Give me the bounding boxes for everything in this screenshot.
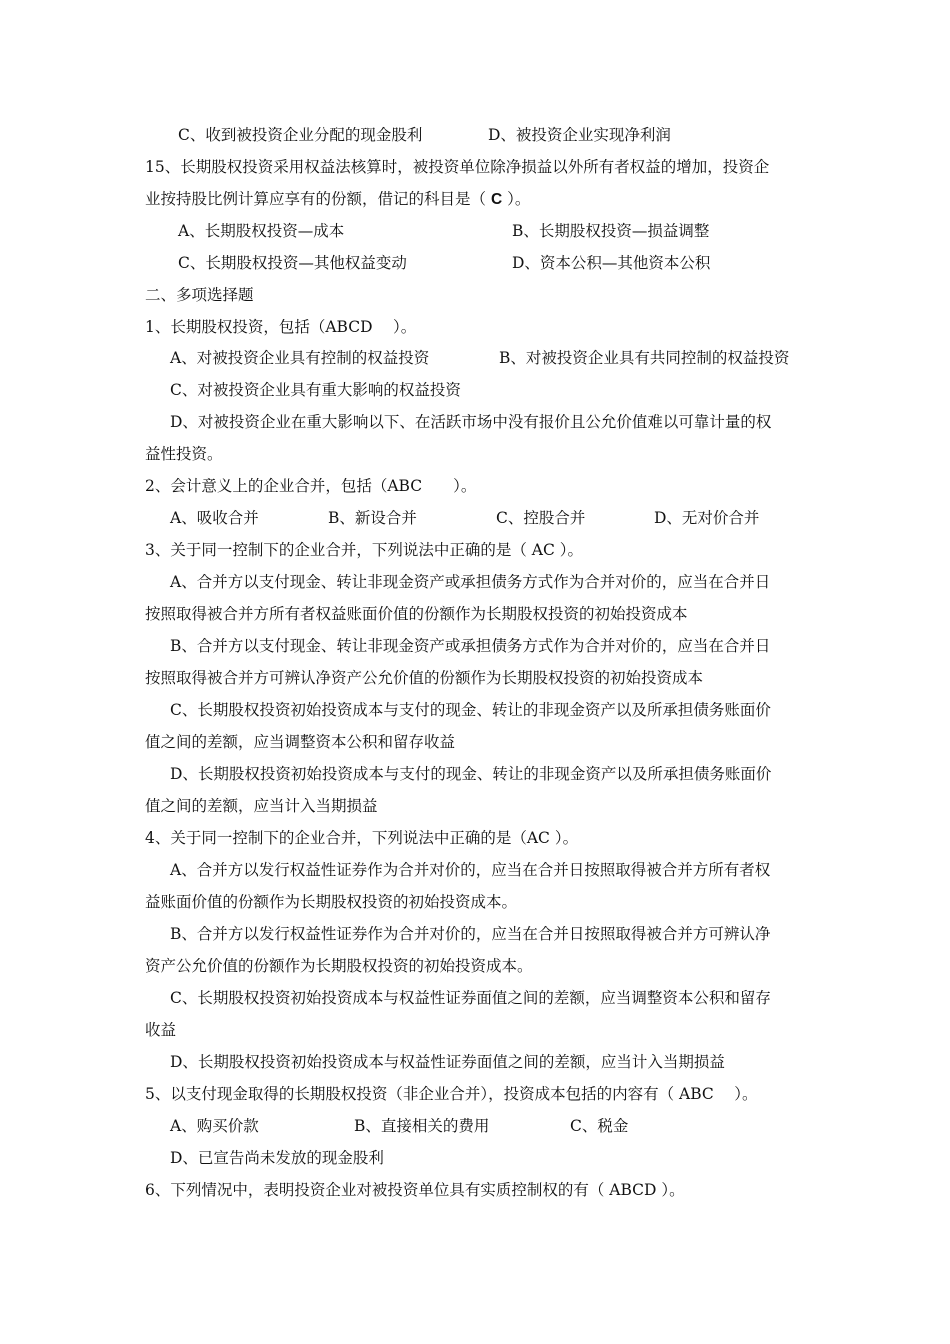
q15-stem-line1: 15、长期股权投资采用权益法核算时，被投资单位除净损益以外所有者权益的增加，投资企: [145, 158, 770, 176]
q15-option-c: C、长期股权投资—其他权益变动: [178, 254, 407, 272]
m1-stem: 1、长期股权投资，包括（ABCD ）。: [145, 318, 417, 336]
q15-answer: C: [490, 191, 503, 208]
m5-option-a: A、购买价款: [170, 1117, 259, 1135]
m3-option-b-line1: B、合并方以支付现金、转让非现金资产或承担债务方式作为合并对价的，应当在合并日: [170, 637, 771, 655]
m4-stem: 4、关于同一控制下的企业合并，下列说法中正确的是（AC ）。: [145, 829, 579, 847]
m3-stem: 3、关于同一控制下的企业合并，下列说法中正确的是（ AC ）。: [145, 541, 584, 559]
m4-option-a-line1: A、合并方以发行权益性证券作为合并对价的，应当在合并日按照取得被合并方所有者权: [170, 861, 771, 879]
m3-option-d-line1: D、长期股权投资初始投资成本与支付的现金、转让的非现金资产以及所承担债务账面价: [170, 765, 772, 783]
m4-option-c-line1: C、长期股权投资初始投资成本与权益性证券面值之间的差额，应当调整资本公积和留存: [170, 989, 771, 1007]
m4-option-c-line2: 收益: [145, 1021, 177, 1039]
m4-option-a-line2: 益账面价值的份额作为长期股权投资的初始投资成本。: [145, 893, 518, 911]
m2-option-c: C、控股合并: [496, 509, 586, 527]
section-title: 二、多项选择题: [145, 286, 254, 304]
q15-option-b: B、长期股权投资—损益调整: [512, 222, 710, 240]
m2-stem: 2、会计意义上的企业合并，包括（ABC ）。: [145, 477, 477, 495]
m3-option-d-line2: 值之间的差额，应当计入当期损益: [145, 797, 378, 815]
m3-option-a-line2: 按照取得被合并方所有者权益账面价值的份额作为长期股权投资的初始投资成本: [145, 605, 688, 623]
q14-option-c: C、收到被投资企业分配的现金股利: [178, 126, 423, 144]
q15-option-d: D、资本公积—其他资本公积: [512, 254, 711, 272]
m1-option-c: C、对被投资企业具有重大影响的权益投资: [170, 381, 461, 399]
m3-option-a-line1: A、合并方以支付现金、转让非现金资产或承担债务方式作为合并对价的，应当在合并日: [170, 573, 771, 591]
m5-stem: 5、以支付现金取得的长期股权投资（非企业合并），投资成本包括的内容有（ ABC ）。: [145, 1085, 758, 1103]
m1-option-b: B、对被投资企业具有共同控制的权益投资: [499, 349, 790, 367]
m5-option-c: C、税金: [570, 1117, 629, 1135]
m5-option-b: B、直接相关的费用: [354, 1117, 490, 1135]
q15-stem-line2: [145, 188, 530, 211]
m1-option-a: A、对被投资企业具有控制的权益投资: [170, 349, 430, 367]
m2-option-a: A、吸收合并: [170, 509, 259, 527]
m2-option-d: D、无对价合并: [654, 509, 760, 527]
m4-option-b-line1: B、合并方以发行权益性证券作为合并对价的，应当在合并日按照取得被合并方可辨认净: [170, 925, 771, 943]
q15-option-a: A、长期股权投资—成本: [178, 222, 345, 240]
m3-option-b-line2: 按照取得被合并方可辨认净资产公允价值的份额作为长期股权投资的初始投资成本: [145, 669, 704, 687]
m5-option-d: D、已宣告尚未发放的现金股利: [170, 1149, 384, 1167]
q15-stem-pre: 业按持股比例计算应享有的份额，借记的科目是（: [145, 190, 491, 208]
m3-option-c-line1: C、长期股权投资初始投资成本与支付的现金、转让的非现金资产以及所承担债务账面价: [170, 701, 771, 719]
m1-option-d-line2: 益性投资。: [145, 445, 223, 463]
m6-stem: 6、下列情况中，表明投资企业对被投资单位具有实质控制权的有（ ABCD ）。: [145, 1181, 685, 1199]
m4-option-d: D、长期股权投资初始投资成本与权益性证券面值之间的差额，应当计入当期损益: [170, 1053, 725, 1071]
m3-option-c-line2: 值之间的差额，应当调整资本公积和留存收益: [145, 733, 456, 751]
q15-stem-post: ）。: [502, 190, 531, 208]
m1-option-d-line1: D、对被投资企业在重大影响以下、在活跃市场中没有报价且公允价值难以可靠计量的权: [170, 413, 772, 431]
m4-option-b-line2: 资产公允价值的份额作为长期股权投资的初始投资成本。: [145, 957, 533, 975]
m2-option-b: B、新设合并: [328, 509, 417, 527]
q14-option-d: D、被投资企业实现净利润: [488, 126, 671, 144]
